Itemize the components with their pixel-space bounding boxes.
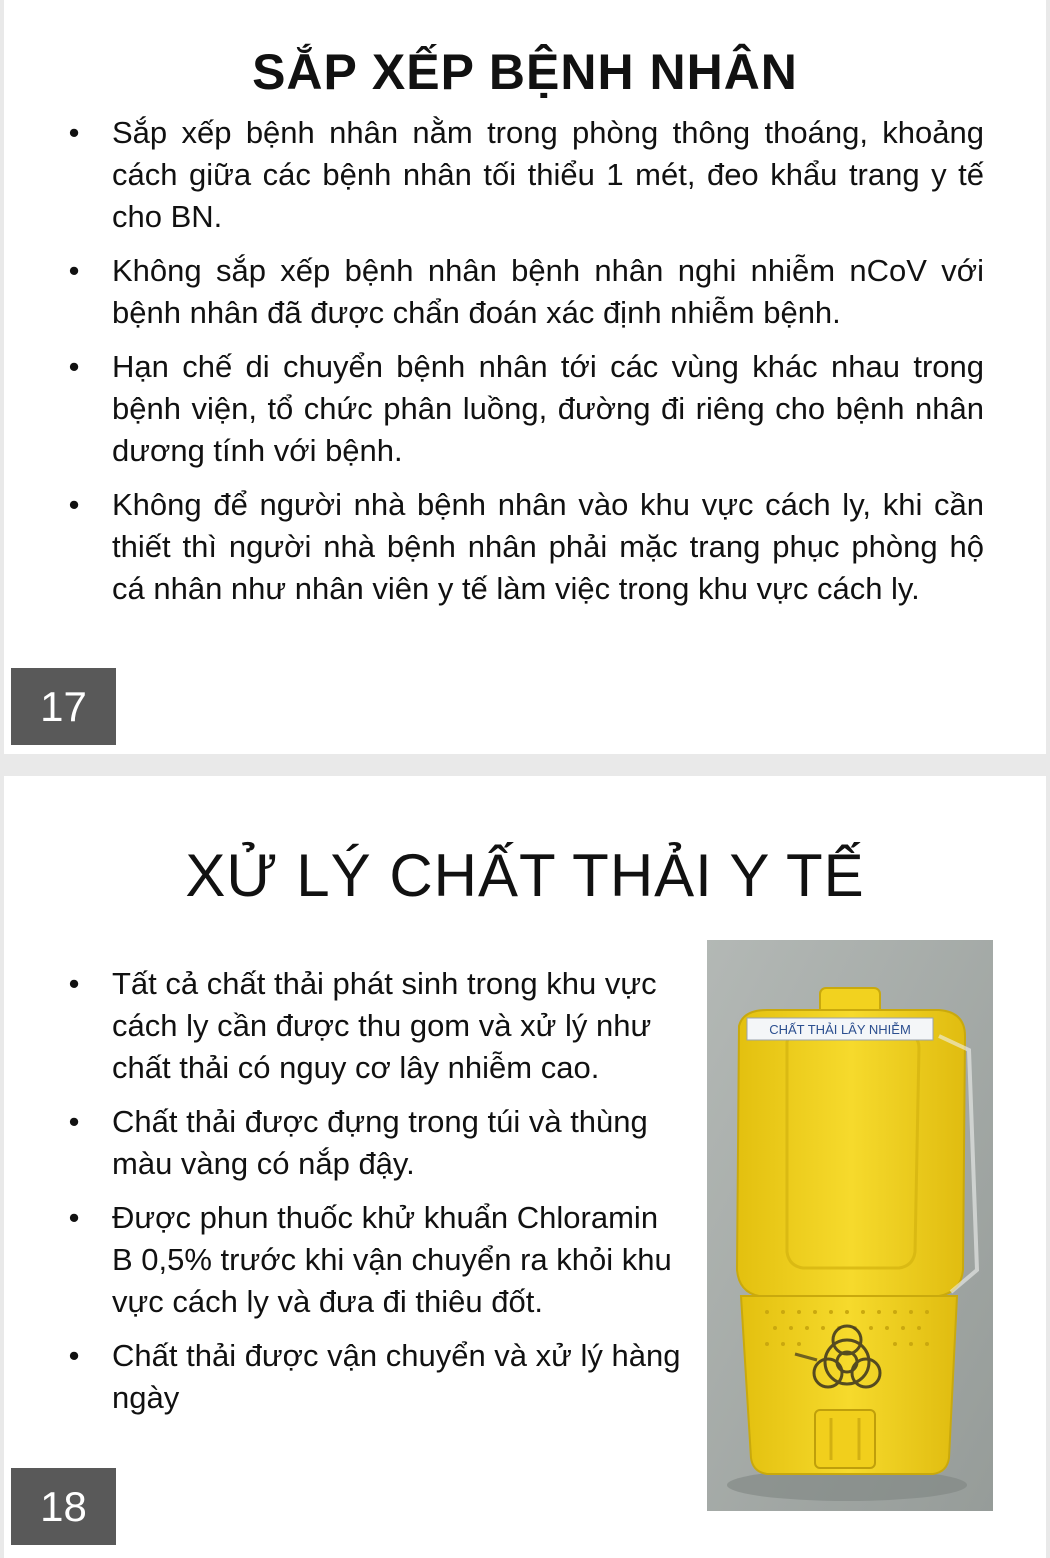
list-item [64,250,984,334]
bullet-icon: • [68,115,80,150]
list-item-text: Không để người nhà bệnh nhân vào khu vực cách ly, khi cần thiết thì người nhà bệnh nhân phải mặc trang phục phòng hộ cá nhân như nhân viên y tế làm việc trong khu vực cách ly. [112,487,984,606]
list-item-text: Được phun thuốc khử khuẩn Chloramin B 0,5% trước khi vận chuyển ra khỏi khu vực cách ly và đưa đi thiêu đốt. [112,1200,672,1319]
yellow-biohazard-bin-icon [707,940,993,1511]
bullet-icon: • [68,487,80,522]
bullet-icon: • [68,1104,80,1139]
bullet-icon: • [68,1200,80,1235]
slide-title: SẮP XẾP BỆNH NHÂN [252,44,798,100]
list-item [64,484,984,610]
bin-label: CHẤT THẢI LÂY NHIỄM [769,1022,911,1037]
list-item-text: Chất thải được vận chuyển và xử lý hàng ngày [112,1338,681,1415]
list-item [64,346,984,472]
bullet-list [64,963,684,1431]
list-item [64,1335,684,1419]
page-number: 17 [11,668,116,745]
bullet-icon: • [68,253,80,288]
list-item [64,1101,684,1185]
slide-title: XỬ LÝ CHẤT THẢI Y TẾ [185,842,865,909]
list-item [64,112,984,238]
bullet-icon: • [68,349,80,384]
slide-17 [4,0,1046,754]
list-item-text: Không sắp xếp bệnh nhân bệnh nhân nghi nhiễm nCoV với bệnh nhân đã được chẩn đoán xác định nhiễm bệnh. [112,253,984,330]
list-item-text: Tất cả chất thải phát sinh trong khu vực cách ly cần được thu gom và xử lý như chất thải có nguy cơ lây nhiễm cao. [112,966,657,1085]
list-item [64,1197,684,1323]
list-item [64,963,684,1089]
waste-bin-photo [707,940,993,1511]
slide-18 [4,776,1046,1558]
bullet-icon: • [68,1338,80,1373]
page-number: 18 [11,1468,116,1545]
list-item-text: Chất thải được đựng trong túi và thùng màu vàng có nắp đậy. [112,1104,648,1181]
list-item-text: Sắp xếp bệnh nhân nằm trong phòng thông thoáng, khoảng cách giữa các bệnh nhân tối thiểu 1 mét, đeo khẩu trang y tế cho BN. [112,115,984,234]
bullet-icon: • [68,966,80,1001]
bullet-list [64,112,984,622]
list-item-text: Hạn chế di chuyển bệnh nhân tới các vùng khác nhau trong bệnh viện, tổ chức phân luồng, đường đi riêng cho bệnh nhân dương tính với bệnh. [112,349,984,468]
